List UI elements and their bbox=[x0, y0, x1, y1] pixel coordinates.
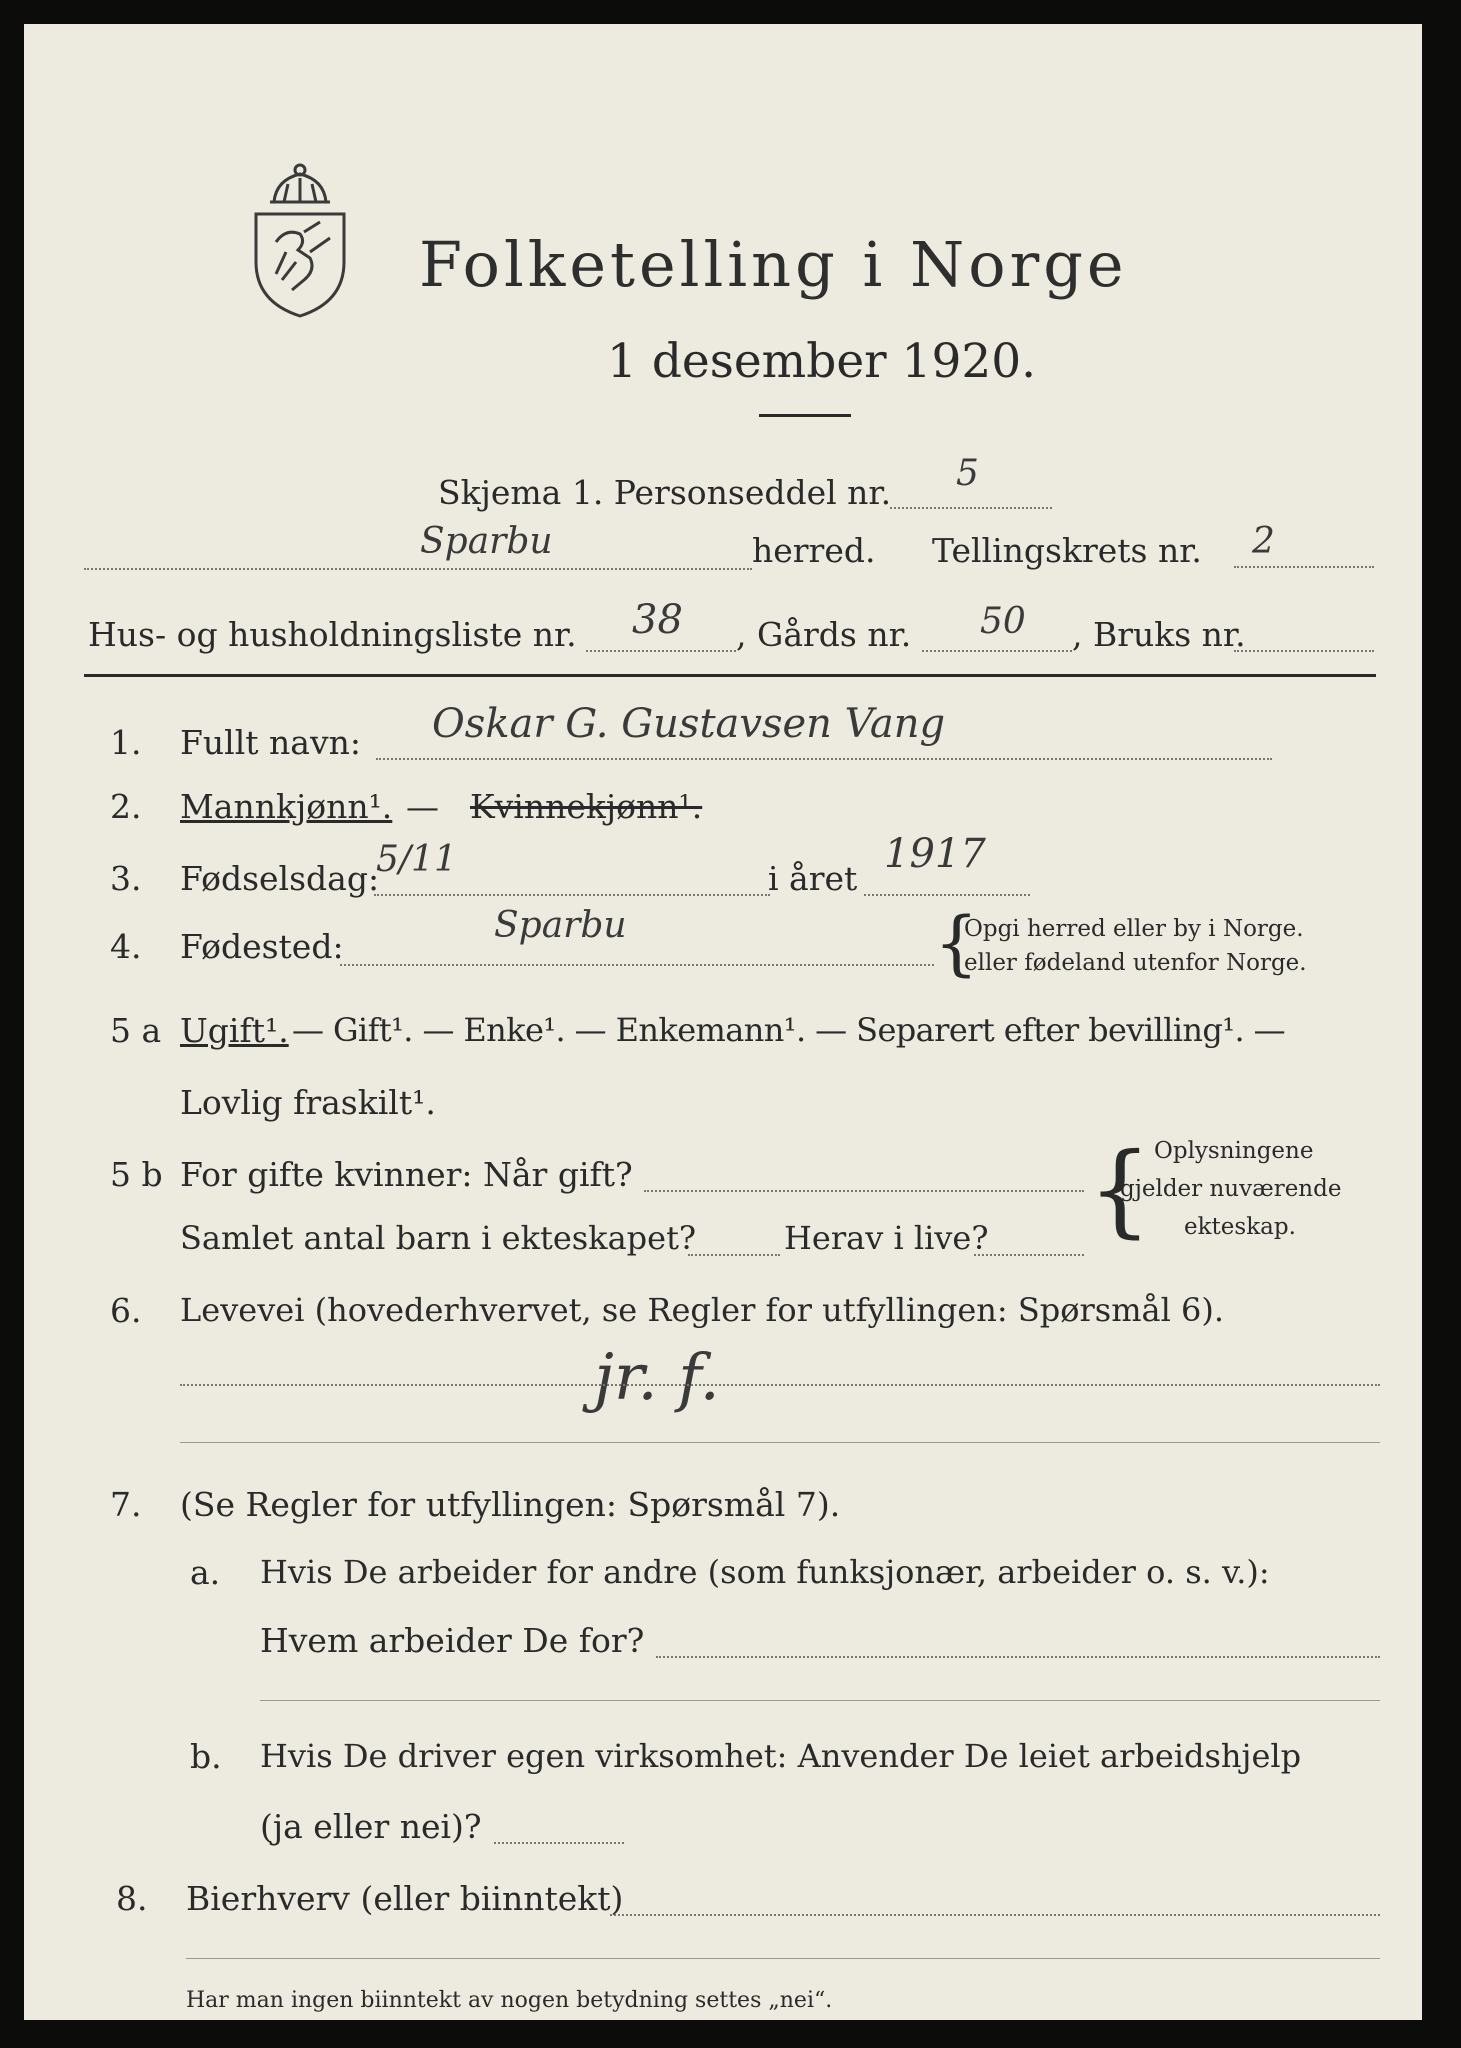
q5a-line2: Lovlig fraskilt¹. bbox=[180, 1083, 436, 1122]
q2-kvinnekjonn: Kvinnekjønn¹. bbox=[470, 787, 703, 826]
q7a-label: Hvis De arbeider for andre (som funksjonær, arbeider o. s. v.): bbox=[260, 1553, 1270, 1591]
q6-line-2 bbox=[180, 1442, 1380, 1443]
q7a-letter: a. bbox=[190, 1553, 221, 1592]
q7a-line2: Hvem arbeider De for? bbox=[260, 1621, 645, 1660]
q5a-ugift: Ugift¹. bbox=[180, 1011, 289, 1050]
q6-label: Levevei (hovederhvervet, se Regler for utfyllingen: Spørsmål 6). bbox=[180, 1291, 1225, 1329]
skjema-value: 5 bbox=[956, 453, 979, 494]
gards-value: 50 bbox=[980, 601, 1026, 642]
tellingskrets-line bbox=[1234, 566, 1374, 568]
q4-note-2: eller fødeland utenfor Norge. bbox=[964, 950, 1307, 976]
q5b-number: 5 b bbox=[110, 1155, 163, 1194]
q7a-extra-line bbox=[260, 1700, 1380, 1701]
q3-year-label: i året bbox=[768, 859, 858, 898]
q5b-label: For gifte kvinner: Når gift? bbox=[180, 1155, 633, 1194]
q3-year-line bbox=[864, 894, 1030, 896]
q1-number: 1. bbox=[110, 723, 142, 762]
q3-label: Fødselsdag: bbox=[180, 859, 380, 898]
q7b-label: Hvis De driver egen virksomhet: Anvender De leiet arbeidshjelp bbox=[260, 1737, 1302, 1775]
q7b-line2: (ja eller nei)? bbox=[260, 1807, 482, 1846]
gards-line bbox=[922, 650, 1072, 652]
herred-value: Sparbu bbox=[420, 521, 553, 562]
q5b-alive-line bbox=[974, 1254, 1084, 1256]
tellingskrets-label: Tellingskrets nr. bbox=[932, 531, 1202, 570]
title-rule bbox=[759, 414, 851, 417]
q7a-line bbox=[656, 1656, 1380, 1658]
q5b-line bbox=[644, 1190, 1084, 1192]
q5b-note-1: Oplysningene bbox=[1154, 1138, 1314, 1164]
q6-number: 6. bbox=[110, 1291, 142, 1330]
q2-mannkjonn: Mannkjønn¹. bbox=[180, 787, 393, 826]
hus-label: Hus- og husholdningsliste nr. bbox=[88, 615, 577, 654]
coat-of-arms-icon bbox=[246, 162, 354, 320]
q5b-note-2: gjelder nuværende bbox=[1120, 1176, 1342, 1202]
q8-extra-line bbox=[186, 1958, 1380, 1959]
q2-number: 2. bbox=[110, 787, 142, 826]
q5b-line2-a: Samlet antal barn i ekteskapet? bbox=[180, 1219, 697, 1257]
skjema-label: Skjema 1. Personseddel nr. bbox=[438, 473, 892, 512]
tellingskrets-value: 2 bbox=[1252, 521, 1275, 562]
q6-value: jr. f. bbox=[594, 1341, 720, 1415]
q1-label: Fullt navn: bbox=[180, 723, 361, 762]
footer-note: Har man ingen biinntekt av nogen betydning settes „nei“. bbox=[186, 1988, 833, 2013]
herred-line bbox=[84, 568, 752, 570]
q4-brace: { bbox=[934, 902, 979, 984]
q2-dash: — bbox=[406, 787, 439, 826]
q4-number: 4. bbox=[110, 927, 142, 966]
q1-line bbox=[376, 758, 1272, 760]
census-form-page bbox=[24, 24, 1422, 2020]
q8-label: Bierhverv (eller biinntekt) bbox=[186, 1879, 624, 1918]
hus-value: 38 bbox=[632, 597, 683, 643]
q7b-line bbox=[494, 1842, 624, 1844]
q4-value: Sparbu bbox=[494, 905, 627, 946]
q8-number: 8. bbox=[116, 1879, 148, 1918]
q5b-line2-b: Herav i live? bbox=[784, 1219, 989, 1257]
q4-line bbox=[340, 964, 934, 966]
q5b-note-3: ekteskap. bbox=[1184, 1214, 1296, 1240]
q7b-letter: b. bbox=[190, 1737, 222, 1776]
q3-year-value: 1917 bbox=[884, 831, 986, 877]
q7-number: 7. bbox=[110, 1485, 142, 1524]
q4-label: Fødested: bbox=[180, 927, 344, 966]
census-date: 1 desember 1920. bbox=[607, 334, 1037, 389]
header-divider bbox=[84, 674, 1376, 677]
page-title: Folketelling i Norge bbox=[419, 228, 1128, 301]
q5b-children-line bbox=[688, 1254, 780, 1256]
q5b-brace: { bbox=[1088, 1131, 1152, 1248]
q3-line bbox=[374, 894, 770, 896]
gards-label: , Gårds nr. bbox=[736, 615, 912, 654]
hus-line bbox=[586, 650, 736, 652]
q3-value: 5/11 bbox=[376, 839, 457, 880]
q1-value: Oskar G. Gustavsen Vang bbox=[432, 701, 946, 747]
q5a-number: 5 a bbox=[110, 1011, 162, 1050]
bruks-label: , Bruks nr. bbox=[1072, 615, 1246, 654]
q4-note-1: Opgi herred eller by i Norge. bbox=[964, 916, 1304, 942]
herred-label: herred. bbox=[752, 531, 876, 570]
q5a-options: — Gift¹. — Enke¹. — Enkemann¹. — Separert efter bevilling¹. — bbox=[292, 1011, 1286, 1049]
q3-number: 3. bbox=[110, 859, 142, 898]
q7-label: (Se Regler for utfyllingen: Spørsmål 7). bbox=[180, 1485, 841, 1524]
q6-line-1 bbox=[180, 1384, 1380, 1386]
skjema-line bbox=[890, 507, 1052, 509]
bruks-line bbox=[1234, 650, 1374, 652]
q8-line bbox=[610, 1914, 1380, 1916]
